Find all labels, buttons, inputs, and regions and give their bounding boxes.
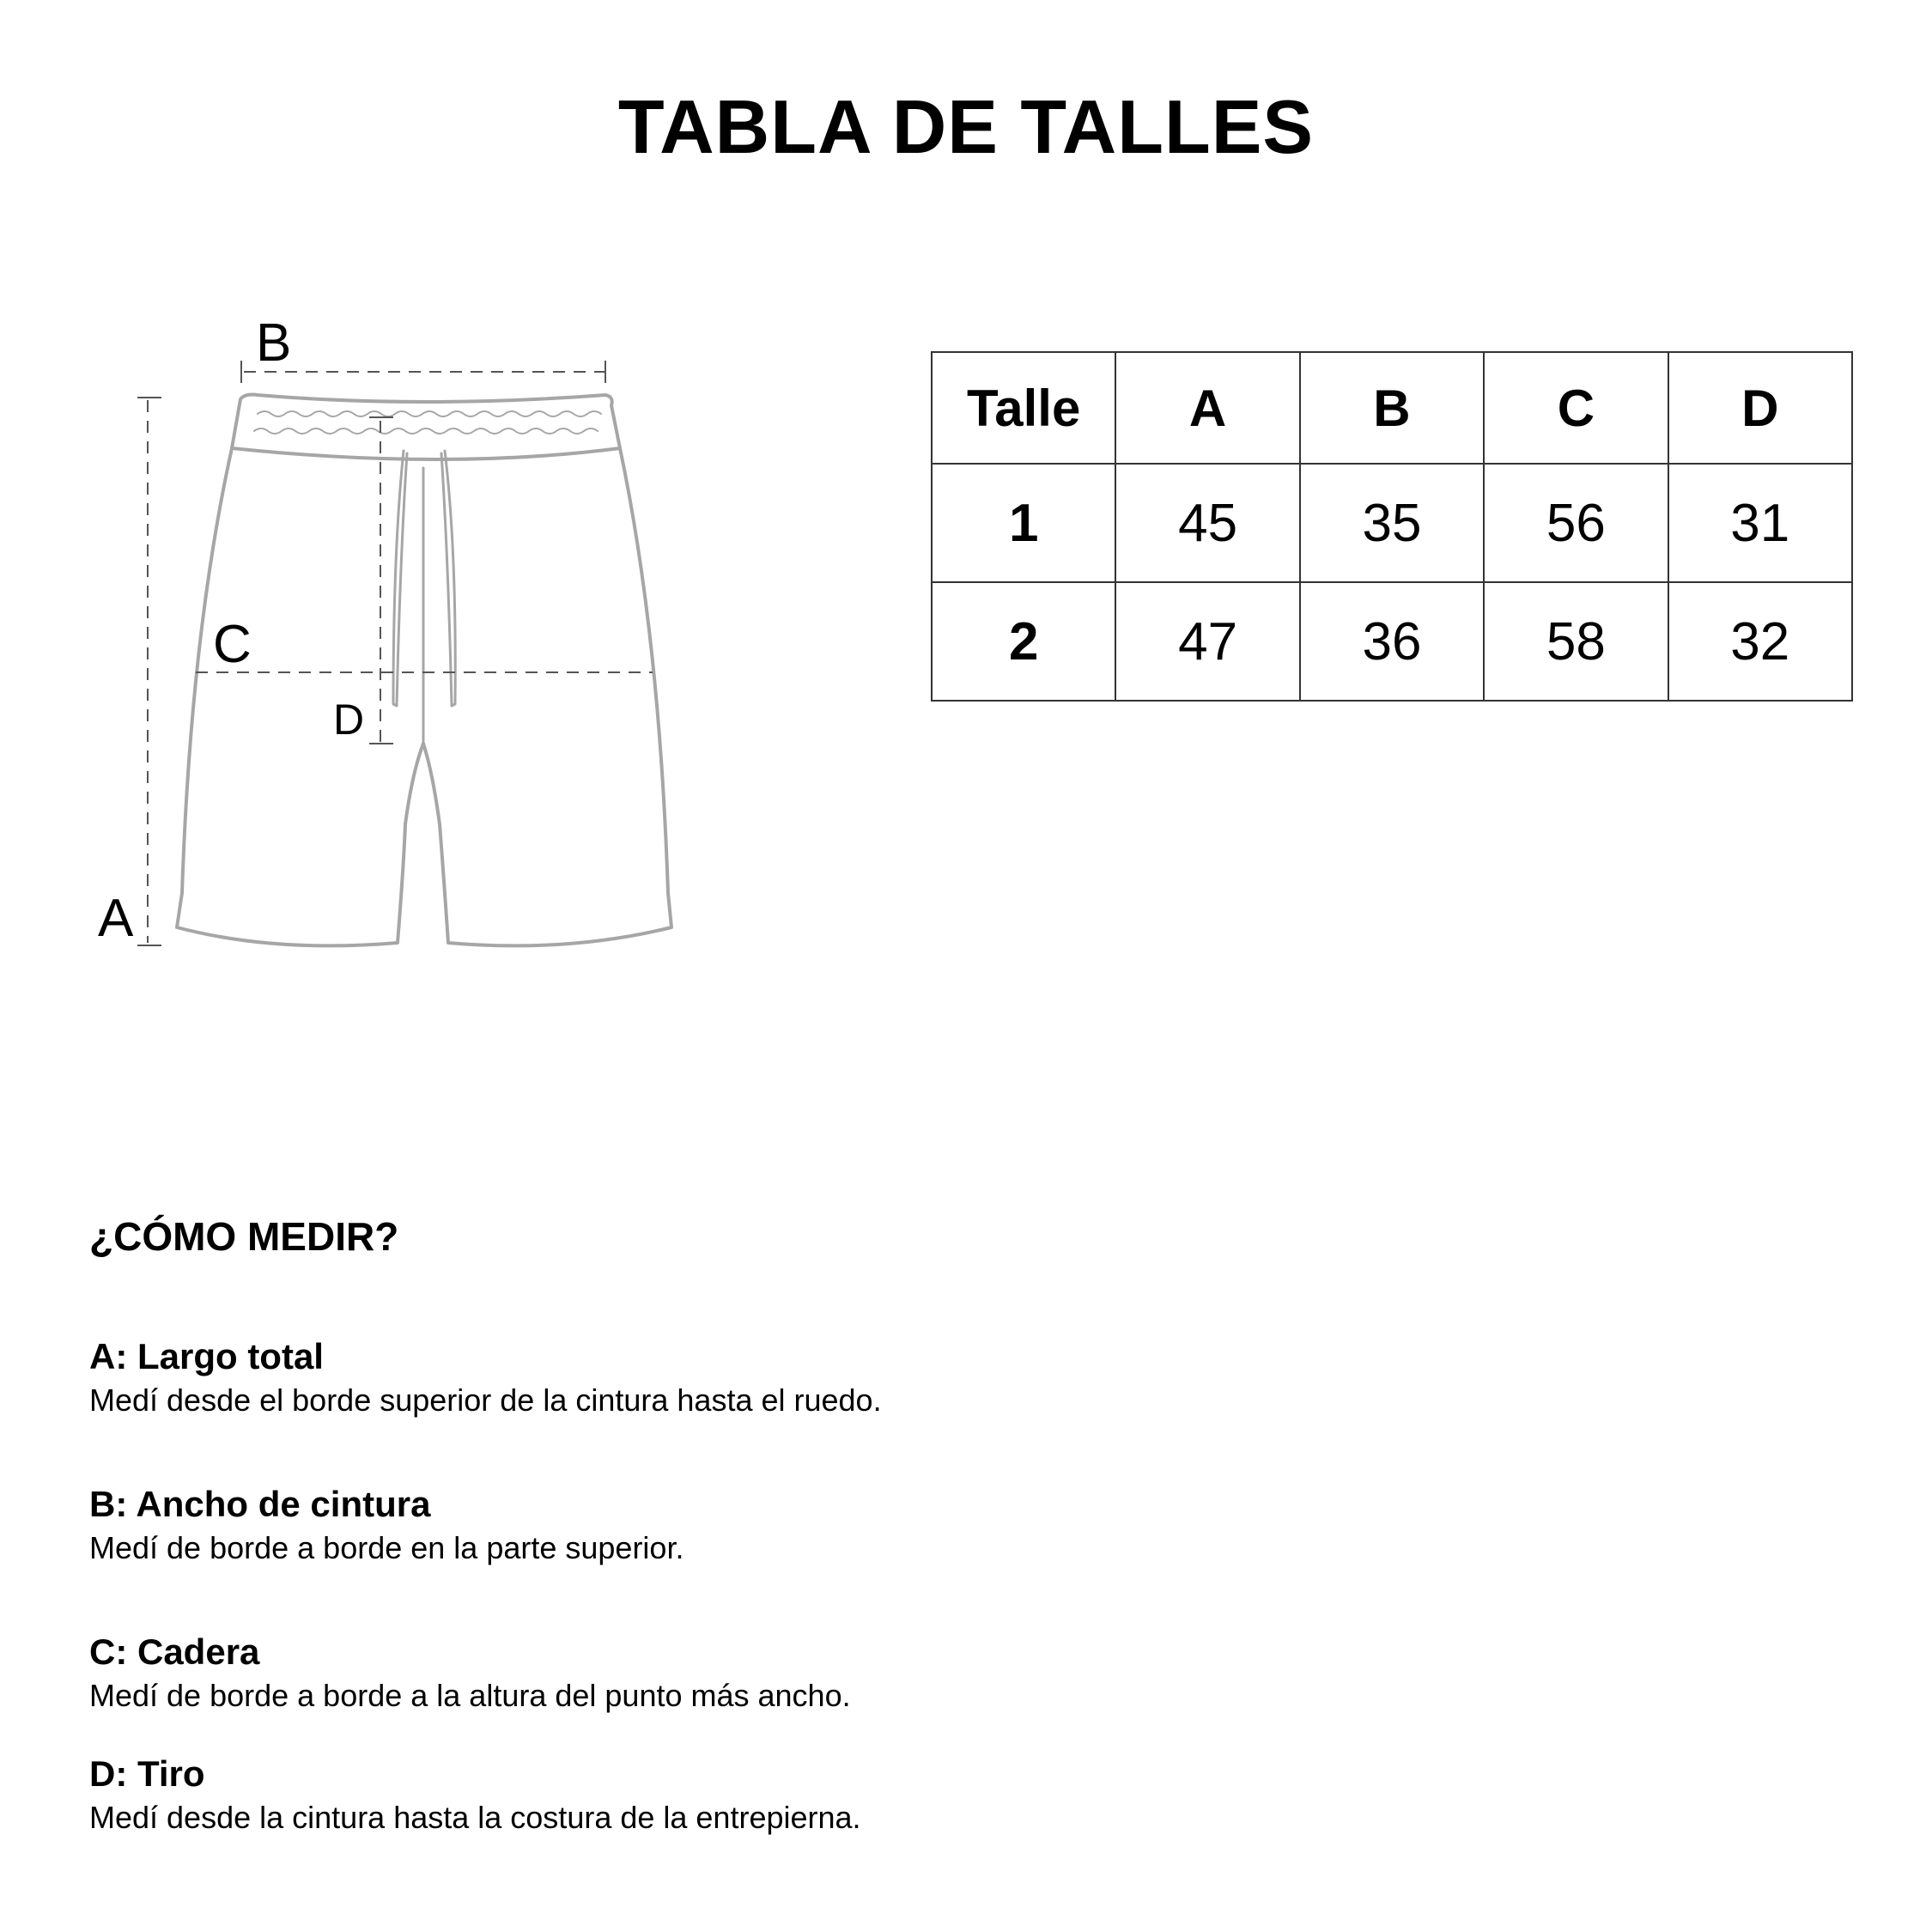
column-header: A bbox=[1115, 352, 1299, 464]
dimension-ticks bbox=[137, 361, 605, 945]
column-header: D bbox=[1668, 352, 1852, 464]
measurement-cell: 31 bbox=[1668, 464, 1852, 582]
dimension-label-d: D bbox=[333, 696, 365, 744]
dimension-label-b: B bbox=[256, 313, 292, 373]
dimension-label-a: A bbox=[98, 889, 134, 948]
instruction-label: C: Cadera bbox=[89, 1631, 260, 1672]
measurement-cell: 58 bbox=[1484, 582, 1668, 701]
column-header: B bbox=[1300, 352, 1484, 464]
waistband-texture bbox=[254, 411, 601, 434]
size-table bbox=[931, 351, 1853, 702]
column-header: Talle bbox=[932, 352, 1115, 464]
instruction-description: Medí de borde a borde en la parte superior. bbox=[89, 1530, 684, 1565]
right-leg-outline bbox=[423, 448, 671, 945]
instruction-item bbox=[89, 1752, 1721, 1839]
measurement-cell: 47 bbox=[1115, 582, 1299, 701]
drawstring-left bbox=[393, 451, 407, 706]
instruction-label: B: Ancho de cintura bbox=[89, 1484, 431, 1524]
instruction-label: A: Largo total bbox=[89, 1336, 324, 1376]
left-leg-outline bbox=[177, 448, 423, 945]
shorts-diagram bbox=[0, 292, 773, 979]
instruction-description: Medí desde el borde superior de la cintura hasta el ruedo. bbox=[89, 1382, 882, 1418]
measurement-cell: 35 bbox=[1300, 464, 1484, 582]
table-row bbox=[932, 464, 1852, 582]
instruction-item bbox=[89, 1482, 1721, 1570]
measurement-cell: 56 bbox=[1484, 464, 1668, 582]
waistband-outline bbox=[232, 395, 620, 459]
how-to-measure-title: ¿CÓMO MEDIR? bbox=[89, 1214, 399, 1259]
measurement-cell: 36 bbox=[1300, 582, 1484, 701]
table-header-row bbox=[932, 352, 1852, 464]
drawstring-right bbox=[441, 451, 455, 706]
instruction-description: Medí de borde a borde a la altura del punto más ancho. bbox=[89, 1678, 851, 1713]
page-title: TABLA DE TALLES bbox=[617, 84, 1315, 169]
measurement-cell: 45 bbox=[1115, 464, 1299, 582]
instruction-item bbox=[89, 1630, 1721, 1717]
column-header: C bbox=[1484, 352, 1668, 464]
measurement-cell: 32 bbox=[1668, 582, 1852, 701]
size-cell: 2 bbox=[932, 582, 1115, 701]
instruction-item bbox=[89, 1334, 1721, 1422]
table-row bbox=[932, 582, 1852, 701]
how-to-measure-section bbox=[89, 1211, 1721, 1839]
instruction-label: D: Tiro bbox=[89, 1753, 205, 1794]
dimension-label-c: C bbox=[213, 615, 252, 674]
size-cell: 1 bbox=[932, 464, 1115, 582]
instruction-description: Medí desde la cintura hasta la costura de la entrepierna. bbox=[89, 1800, 861, 1835]
